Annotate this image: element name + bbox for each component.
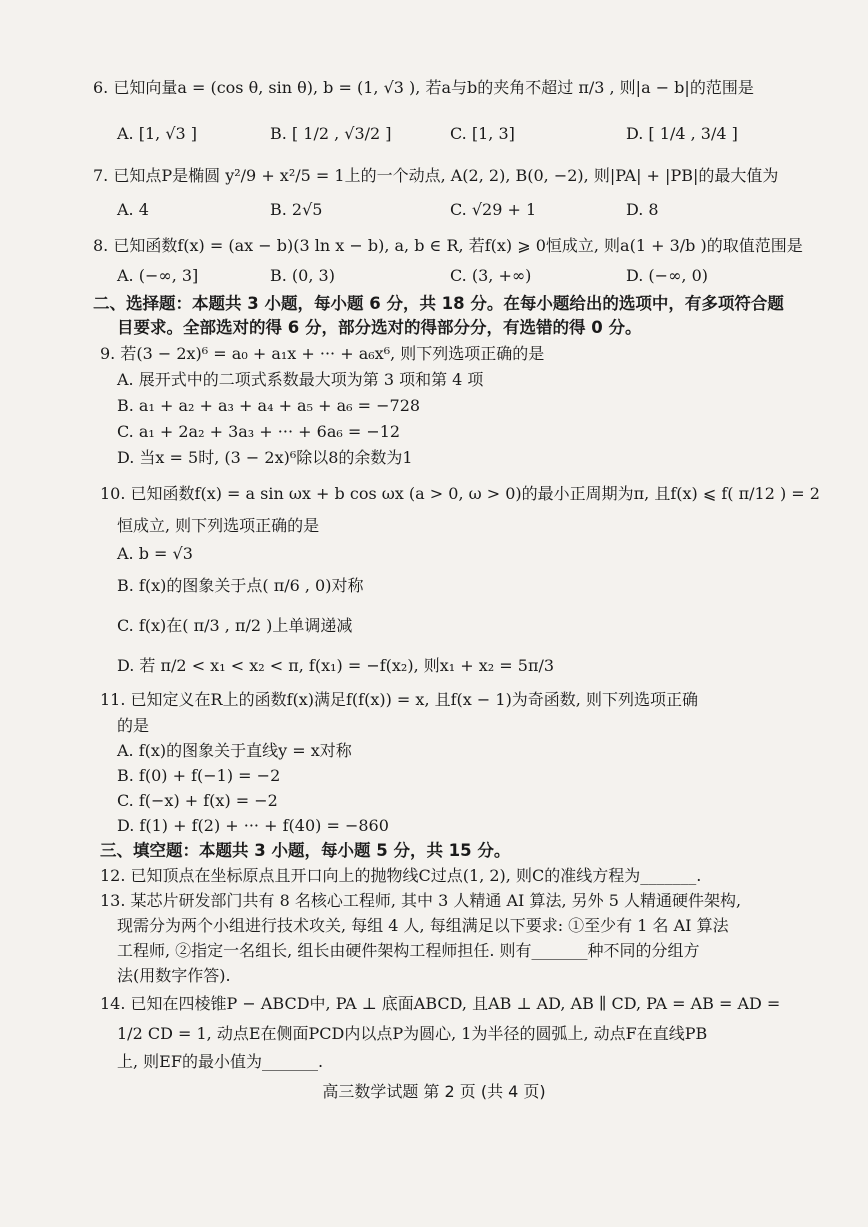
q10-stem-line2: 恒成立, 则下列选项正确的是	[117, 516, 320, 535]
q9-stem: 9. 若(3 − 2x)⁶ = a₀ + a₁x + ··· + a₆x⁶, 则下列选项正确的是	[100, 344, 545, 363]
q8-option-b: B. (0, 3)	[270, 266, 335, 285]
q11-option-d: D. f(1) + f(2) + ··· + f(40) = −860	[117, 816, 389, 835]
q10-option-c: C. f(x)在( π/3 , π/2 )上单调递减	[117, 616, 353, 635]
q8-option-a: A. (−∞, 3]	[117, 266, 199, 285]
q6-stem: 6. 已知向量a = (cos θ, sin θ), b = (1, √3 ), 若a与b的夹角不超过 π/3 , 则|a − b|的范围是	[93, 78, 754, 97]
q7-stem: 7. 已知点P是椭圆 y²/9 + x²/5 = 1上的一个动点, A(2, 2), B(0, −2), 则|PA| + |PB|的最大值为	[93, 166, 779, 185]
q9-option-a: A. 展开式中的二项式系数最大项为第 3 项和第 4 项	[117, 370, 484, 389]
q13-line4: 法(用数字作答).	[117, 966, 231, 985]
q9-option-b: B. a₁ + a₂ + a₃ + a₄ + a₅ + a₆ = −728	[117, 396, 421, 415]
q14-line3: 上, 则EF的最小值为_______.	[117, 1052, 324, 1071]
section2-heading-line2: 目要求。全部选对的得 6 分，部分选对的得部分分，有选错的得 0 分。	[117, 318, 642, 337]
q11-option-c: C. f(−x) + f(x) = −2	[117, 791, 278, 810]
q14-line2: 1/2 CD = 1, 动点E在侧面PCD内以点P为圆心, 1为半径的圆弧上, 动点F在直线PB	[117, 1024, 708, 1043]
q7-option-b: B. 2√5	[270, 200, 323, 219]
q11-option-a: A. f(x)的图象关于直线y = x对称	[117, 741, 352, 760]
q11-stem-line1: 11. 已知定义在R上的函数f(x)满足f(f(x)) = x, 且f(x − 1)为奇函数, 则下列选项正确	[100, 690, 698, 709]
page-footer: 高三数学试题 第 2 页 (共 4 页)	[322, 1082, 546, 1101]
q13-line1: 13. 某芯片研发部门共有 8 名核心工程师, 其中 3 人精通 AI 算法, 另外 5 人精通硬件架构,	[100, 891, 742, 910]
q9-option-d: D. 当x = 5时, (3 − 2x)⁶除以8的余数为1	[117, 448, 413, 467]
q7-option-a: A. 4	[117, 200, 149, 219]
q11-stem-line2: 的是	[117, 716, 150, 735]
q8-stem: 8. 已知函数f(x) = (ax − b)(3 ln x − b), a, b ∈ R, 若f(x) ⩾ 0恒成立, 则a(1 + 3/b )的取值范围是	[93, 236, 803, 255]
q8-option-d: D. (−∞, 0)	[626, 266, 708, 285]
q13-line2: 现需分为两个小组进行技术攻关, 每组 4 人, 每组满足以下要求: ①至少有 1 名 AI 算法	[117, 916, 729, 935]
q10-option-b: B. f(x)的图象关于点( π/6 , 0)对称	[117, 576, 364, 595]
q6-option-b: B. [ 1/2 , √3/2 ]	[270, 124, 392, 143]
section3-heading: 三、填空题：本题共 3 小题，每小题 5 分，共 15 分。	[100, 841, 511, 860]
q7-option-c: C. √29 + 1	[450, 200, 537, 219]
q8-option-c: C. (3, +∞)	[450, 266, 532, 285]
q10-option-a: A. b = √3	[117, 544, 193, 563]
q6-option-c: C. [1, 3]	[450, 124, 515, 143]
q9-option-c: C. a₁ + 2a₂ + 3a₃ + ··· + 6a₆ = −12	[117, 422, 401, 441]
q10-stem-line1: 10. 已知函数f(x) = a sin ωx + b cos ωx (a > 0, ω > 0)的最小正周期为π, 且f(x) ⩽ f( π/12 ) = 2	[100, 484, 820, 503]
q6-option-d: D. [ 1/4 , 3/4 ]	[626, 124, 738, 143]
q7-option-d: D. 8	[626, 200, 659, 219]
q11-option-b: B. f(0) + f(−1) = −2	[117, 766, 281, 785]
q13-line3: 工程师, ②指定一名组长, 组长由硬件架构工程师担任. 则有_______种不同的分组方	[117, 941, 700, 960]
q10-option-d: D. 若 π/2 < x₁ < x₂ < π, f(x₁) = −f(x₂), 则x₁ + x₂ = 5π/3	[117, 656, 555, 675]
section2-heading-line1: 二、选择题：本题共 3 小题，每小题 6 分，共 18 分。在每小题给出的选项中，有多项符合题	[93, 294, 784, 313]
q6-option-a: A. [1, √3 ]	[117, 124, 198, 143]
q12-stem: 12. 已知顶点在坐标原点且开口向上的抛物线C过点(1, 2), 则C的准线方程为_______.	[100, 866, 702, 885]
q14-line1: 14. 已知在四棱锥P − ABCD中, PA ⊥ 底面ABCD, 且AB ⊥ AD, AB ∥ CD, PA = AB = AD =	[100, 994, 781, 1013]
